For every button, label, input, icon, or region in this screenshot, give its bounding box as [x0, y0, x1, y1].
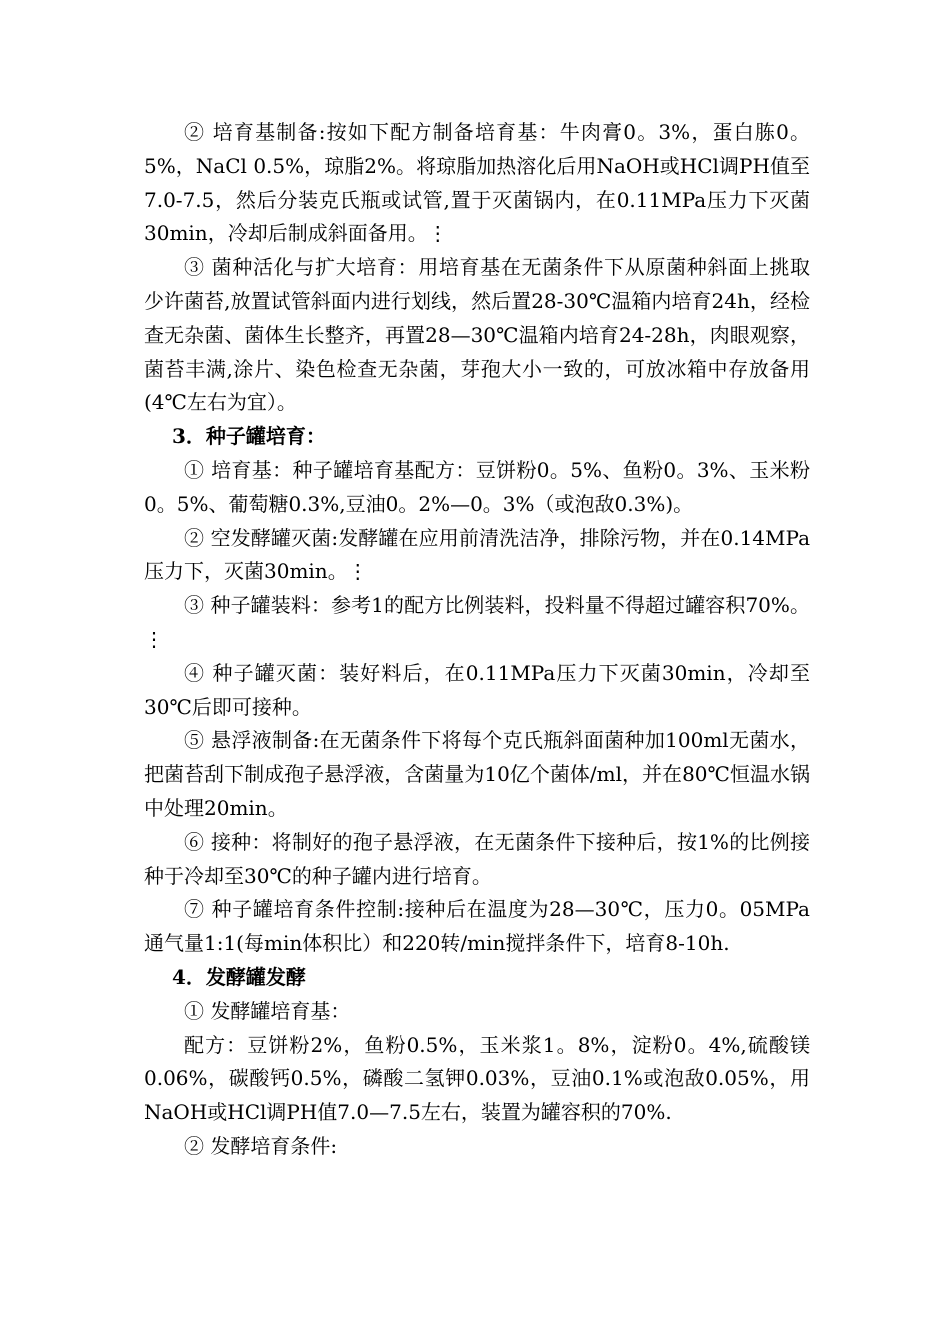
paragraph-seed-tank-loading: ③ 种子罐装料：参考1的配方比例装料，投料量不得超过罐容积70%。⋮	[144, 593, 810, 651]
heading-seed-tank: 3．种子罐培育：	[172, 424, 326, 449]
paragraph-seed-tank-sterilization: ④ 种子罐灭菌：装好料后，在0.11MPa压力下灭菌30min，冷却至30℃后即可接种。	[144, 660, 810, 719]
paragraph-strain-activation: ③ 菌种活化与扩大培育：用培育基在无菌条件下从原菌种斜面上挑取少许菌苔,放置试管斜面内进行划线，然后置28-30℃温箱内培育24h，经检查无杂菌、菌体生长整齐，再置28—30℃温箱内培育24-28h，肉眼观察，菌苔丰满,涂片、染色检查无杂菌，芽孢大小一致的，可放冰箱中存放备用(4℃左右为宜）。	[144, 255, 810, 415]
paragraph-suspension-prep: ⑤ 悬浮液制备:在无菌条件下将每个克氏瓶斜面菌种加100ml无菌水，把菌苔刮下制成孢子悬浮液，含菌量为10亿个菌体/ml，并在80℃恒温水锅中处理20min。	[144, 728, 810, 820]
paragraph-fermentation-conditions: ② 发酵培育条件:	[184, 1133, 338, 1158]
paragraph-seed-culture-control: ⑦ 种子罐培育条件控制:接种后在温度为28—30℃，压力0。05MPa通气量1:1(每min体积比）和220转/min搅拌条件下，培育8-10h.	[144, 897, 810, 956]
paragraph-seed-medium: ① 培育基：种子罐培育基配方：豆饼粉0。5%、鱼粉0。3%、玉米粉0。5%、葡萄糖0.3%,豆油0。2%—0。3%（或泡敌0.3%)。	[144, 457, 810, 516]
paragraph-fermenter-formula: 配方：豆饼粉2%，鱼粉0.5%，玉米浆1。8%，淀粉0。4%,硫酸镁0.06%，碳酸钙0.5%，磷酸二氢钾0.03%，豆油0.1%或泡敌0.05%，用NaOH或HCl调PH值7.0—7.5左右，装置为罐容积的70%.	[144, 1032, 810, 1125]
heading-fermenter: 4．发酵罐发酵	[172, 964, 306, 989]
document-page	[144, 116, 810, 1164]
paragraph-medium-prep: ② 培育基制备:按如下配方制备培育基：牛肉膏0。3%，蛋白胨0。5%，NaCl 0.5%，琼脂2%。将琼脂加热溶化后用NaOH或HCl调PH值至7.0-7.5，然后分装克氏瓶或试管,置于灭菌锅内，在0.11MPa压力下灭菌30min，冷却后制成斜面备用。⋮	[144, 120, 810, 246]
paragraph-inoculation: ⑥ 接种：将制好的孢子悬浮液，在无菌条件下接种后，按1%的比例接种于冷却至30℃的种子罐内进行培育。	[144, 829, 810, 888]
paragraph-fermenter-medium: ① 发酵罐培育基：	[184, 998, 351, 1023]
paragraph-empty-tank-sterilization: ② 空发酵罐灭菌:发酵罐在应用前清洗洁净，排除污物，并在0.14MPa压力下，灭菌30min。⋮	[144, 525, 810, 584]
